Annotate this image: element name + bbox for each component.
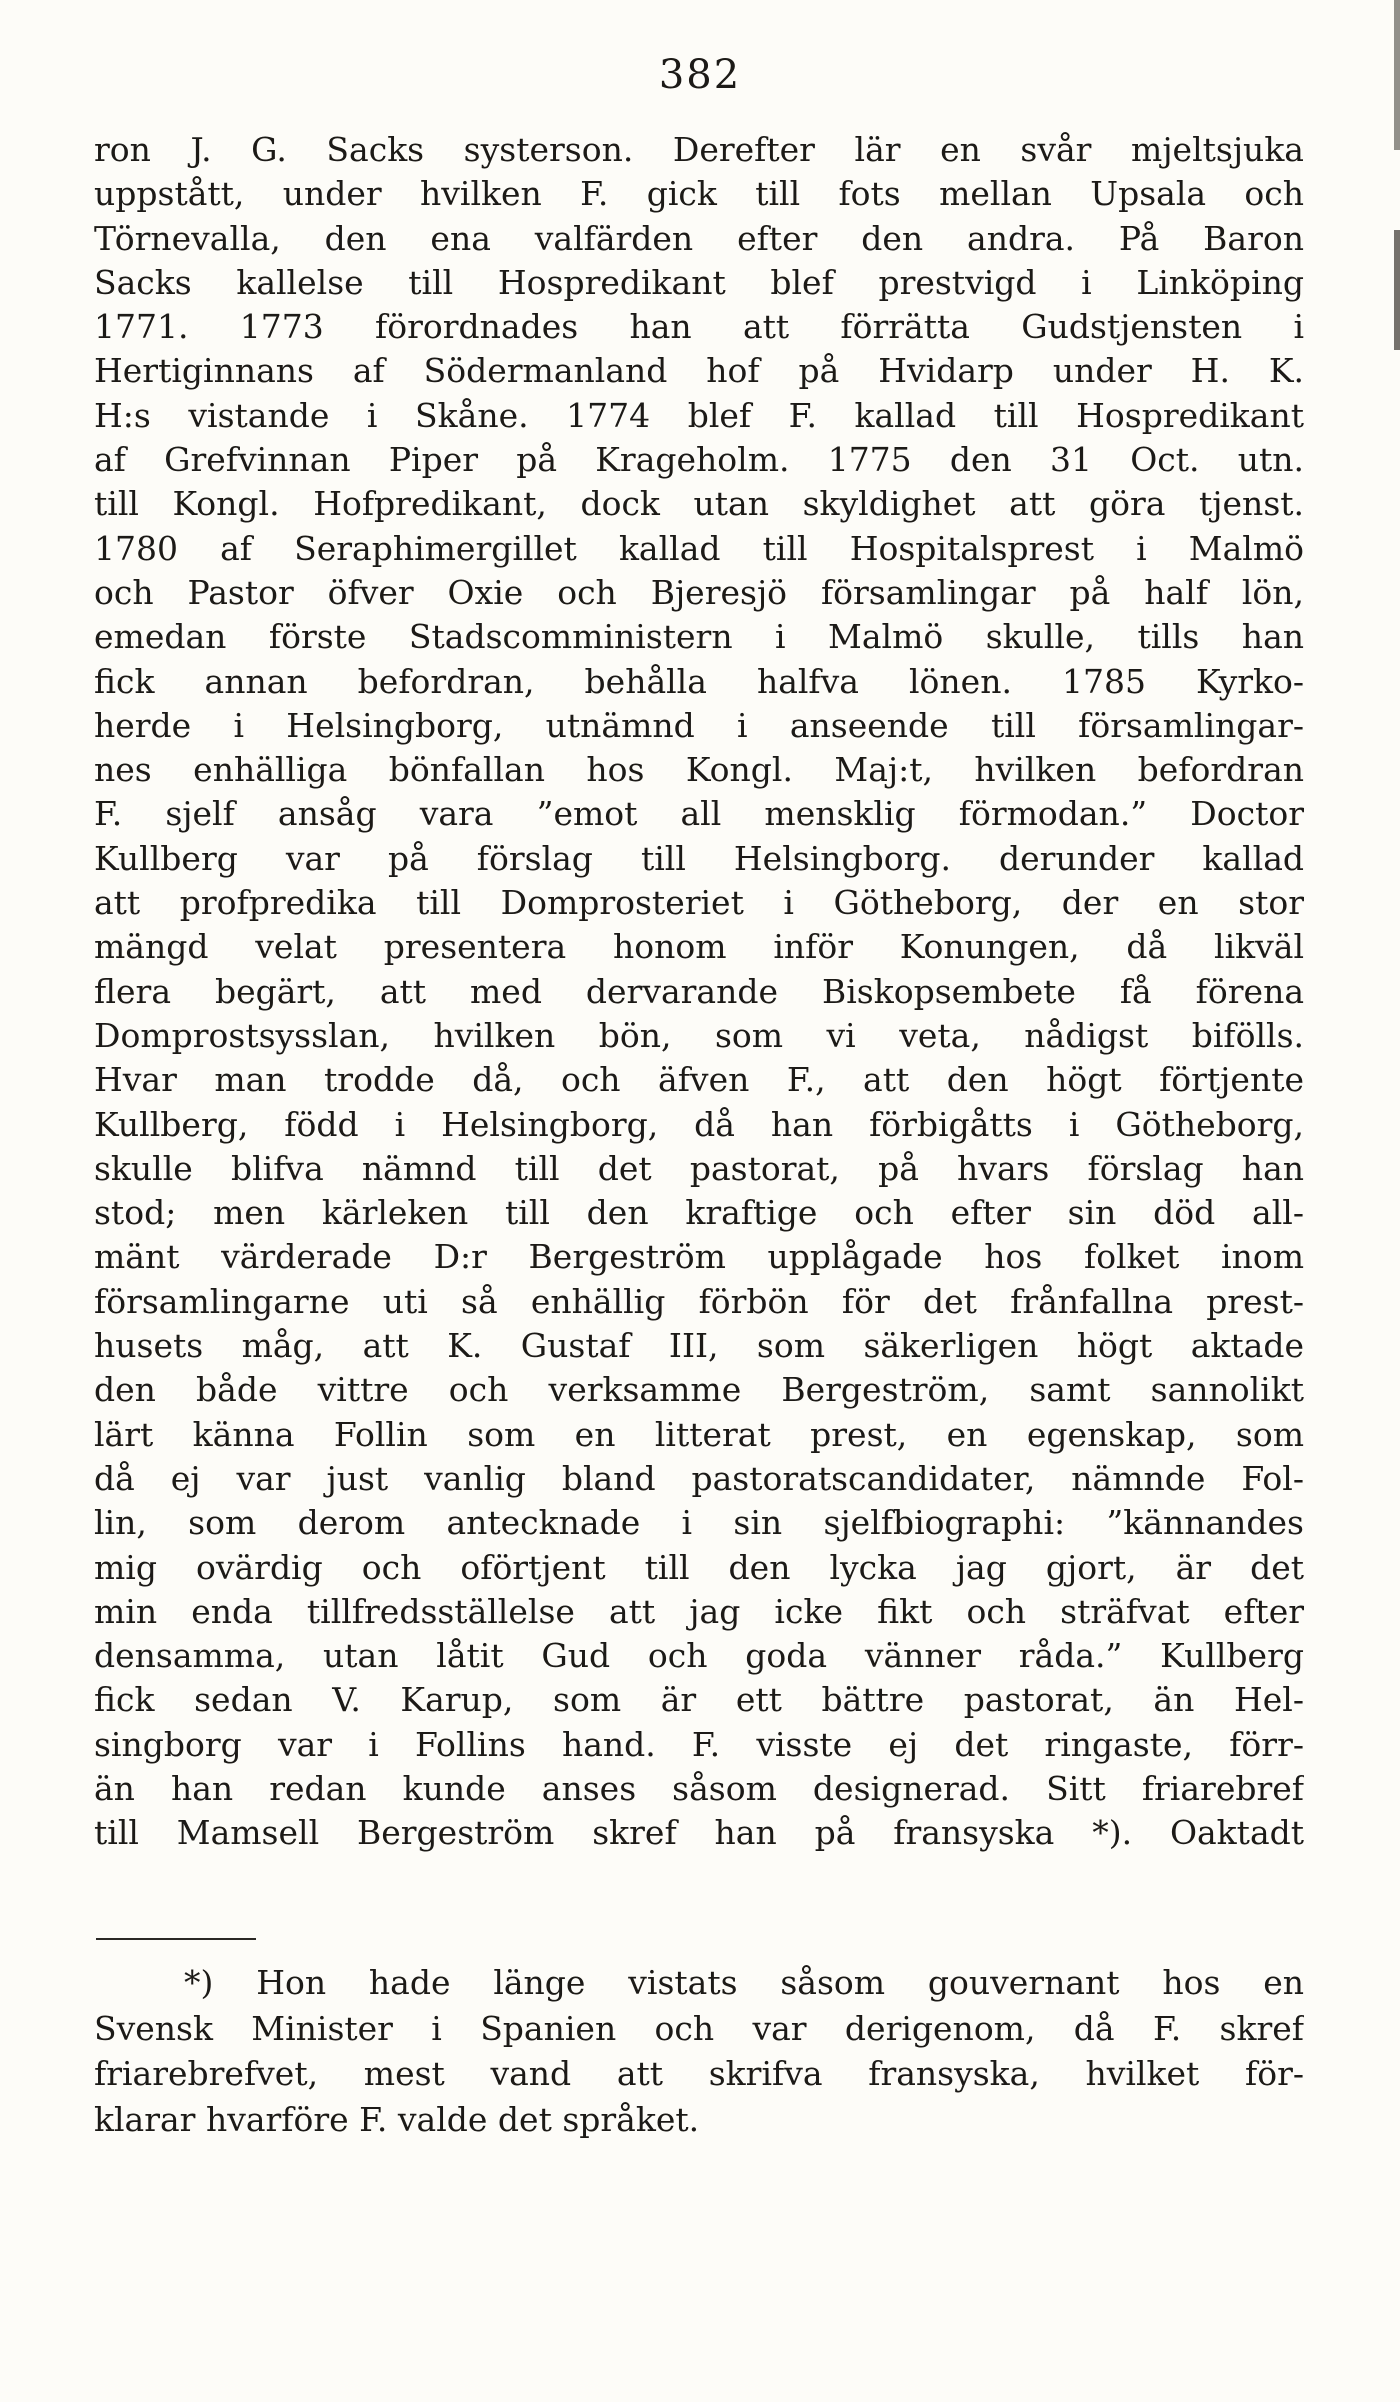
text-line: då ej var just vanlig bland pastoratscandidater, nämnde Fol- <box>94 1458 1304 1498</box>
text-line: lin, som derom antecknade i sin sjelfbiographi: ”kännandes <box>94 1503 1304 1543</box>
text-line: än han redan kunde anses såsom designerad. Sitt friarebref <box>94 1768 1304 1808</box>
footnote-line: klarar hvarföre F. valde det språket. <box>94 2099 700 2139</box>
page-edge-shadow <box>1394 0 1400 150</box>
text-line: Sacks kallelse till Hospredikant blef prestvigd i Linköping <box>94 262 1304 302</box>
footnote-line: *) Hon hade länge vistats såsom gouvernant hos en <box>184 1963 1304 2002</box>
text-line: af Grefvinnan Piper på Krageholm. 1775 den 31 Oct. utn. <box>94 440 1304 480</box>
text-line: till Kongl. Hofpredikant, dock utan skyldighet att göra tjenst. <box>94 484 1304 524</box>
text-line: min enda tillfredsställelse att jag icke fikt och sträfvat efter <box>94 1591 1304 1631</box>
text-line: den både vittre och verksamme Bergeström, samt sannolikt <box>94 1370 1304 1410</box>
text-line: mig ovärdig och oförtjent till den lycka jag gjort, är det <box>94 1547 1304 1587</box>
text-line: mängd velat presentera honom inför Konungen, då likväl <box>94 927 1304 967</box>
text-line: till Mamsell Bergeström skref han på fransyska *). Oaktadt <box>94 1813 1304 1853</box>
text-line: lärt känna Follin som en litterat prest, en egenskap, som <box>94 1414 1304 1454</box>
text-line: singborg var i Follins hand. F. visste ej det ringaste, förr- <box>94 1724 1304 1764</box>
text-line: emedan förste Stadscomministern i Malmö skulle, tills han <box>94 617 1304 657</box>
text-line: Kullberg var på förslag till Helsingborg. derunder kallad <box>94 838 1304 878</box>
text-line: 1771. 1773 förordnades han att förrätta Gudstjensten i <box>94 307 1304 347</box>
text-line: och Pastor öfver Oxie och Bjeresjö församlingar på half lön, <box>94 572 1304 612</box>
text-line: F. sjelf ansåg vara ”emot all mensklig förmodan.” Doctor <box>94 794 1304 834</box>
text-line: stod; men kärleken till den kraftige och efter sin död all- <box>94 1193 1304 1233</box>
footnote-line: friarebrefvet, mest vand att skrifva fransyska, hvilket för- <box>94 2054 1304 2093</box>
text-line: skulle blifva nämnd till det pastorat, på hvars förslag han <box>94 1148 1304 1188</box>
text-line: uppstått, under hvilken F. gick till fots mellan Upsala och <box>94 174 1304 214</box>
text-line: mänt värderade D:r Bergeström upplågade hos folket inom <box>94 1237 1304 1277</box>
text-line: nes enhälliga bönfallan hos Kongl. Maj:t, hvilken befordran <box>94 750 1304 790</box>
footnote-line: Svensk Minister i Spanien och var derigenom, då F. skref <box>94 2008 1304 2048</box>
text-line: Kullberg, född i Helsingborg, då han förbigåtts i Götheborg, <box>94 1104 1304 1144</box>
text-line: fick sedan V. Karup, som är ett bättre pastorat, än Hel- <box>94 1680 1304 1720</box>
text-line: fick annan befordran, behålla halfva lönen. 1785 Kyrko- <box>94 661 1304 701</box>
text-line: herde i Helsingborg, utnämnd i anseende till församlingar- <box>94 705 1304 745</box>
text-line: densamma, utan låtit Gud och goda vänner råda.” Kullberg <box>94 1636 1304 1676</box>
body-text <box>94 128 1304 1856</box>
text-line: flera begärt, att med dervarande Biskopsembete få förena <box>94 971 1304 1011</box>
text-line: H:s vistande i Skåne. 1774 blef F. kallad till Hospredikant <box>94 395 1304 435</box>
page-edge-shadow <box>1394 230 1400 350</box>
text-line: församlingarne uti så enhällig förbön för det frånfallna prest- <box>94 1281 1304 1321</box>
text-line: 1780 af Seraphimergillet kallad till Hospitalsprest i Malmö <box>94 528 1304 568</box>
text-line: husets måg, att K. Gustaf III, som säkerligen högt aktade <box>94 1326 1304 1366</box>
text-line: Domprostsysslan, hvilken bön, som vi veta, nådigst bifölls. <box>94 1015 1304 1055</box>
text-line: att profpredika till Domprosteriet i Götheborg, der en stor <box>94 883 1304 923</box>
text-line: Törnevalla, den ena valfärden efter den andra. På Baron <box>94 218 1304 258</box>
text-line: Hertiginnans af Södermanland hof på Hvidarp under H. K. <box>94 351 1304 391</box>
page-number: 382 <box>658 52 742 98</box>
footnote <box>94 1960 1304 2142</box>
footnote-separator-rule <box>96 1938 256 1940</box>
text-line: Hvar man trodde då, och äfven F., att den högt förtjente <box>94 1060 1304 1100</box>
text-line: ron J. G. Sacks systerson. Derefter lär en svår mjeltsjuka <box>94 130 1304 169</box>
